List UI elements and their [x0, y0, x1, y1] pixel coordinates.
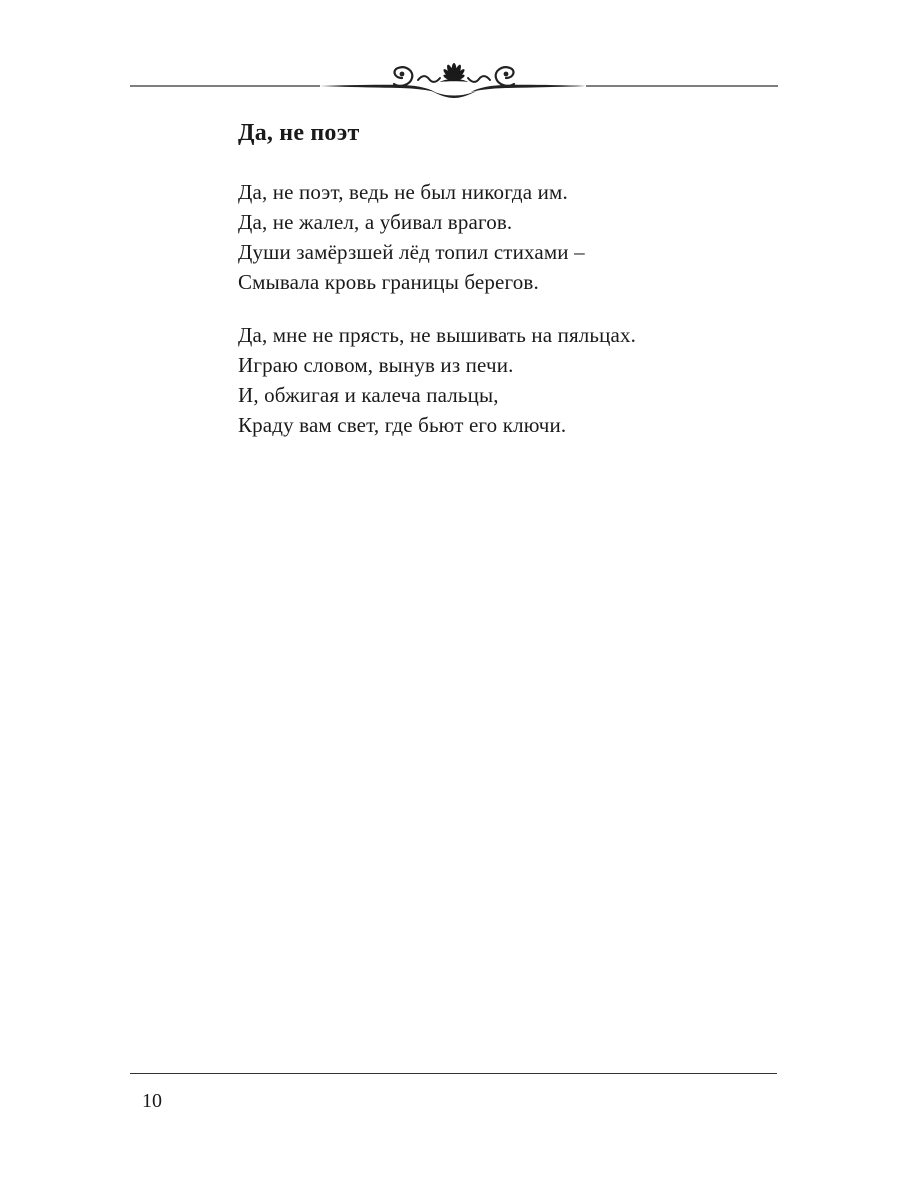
footer-rule [130, 1073, 777, 1074]
verse-line: Краду вам свет, где бьют его ключи. [238, 413, 567, 437]
stanza-1 [238, 177, 585, 297]
verse-line: И, обжигая и калеча пальцы, [238, 383, 499, 407]
verse-line: Играю словом, вынув из печи. [238, 353, 514, 377]
verse-line: Да, не жалел, а убивал врагов. [238, 210, 513, 234]
page-number: 10 [142, 1090, 162, 1112]
header-ornament [130, 58, 778, 106]
verse-line: Да, не поэт, ведь не был никогда им. [238, 180, 568, 204]
stanza-2 [238, 320, 636, 440]
verse-line: Смывала кровь границы берегов. [238, 270, 539, 294]
poem-title: Да, не поэт [238, 120, 360, 146]
scroll-flourish-ornament-icon [130, 58, 778, 106]
verse-line: Да, мне не прясть, не вышивать на пяльцах. [238, 323, 637, 347]
verse-line: Души замёрзшей лёд топил стихами – [238, 240, 585, 264]
